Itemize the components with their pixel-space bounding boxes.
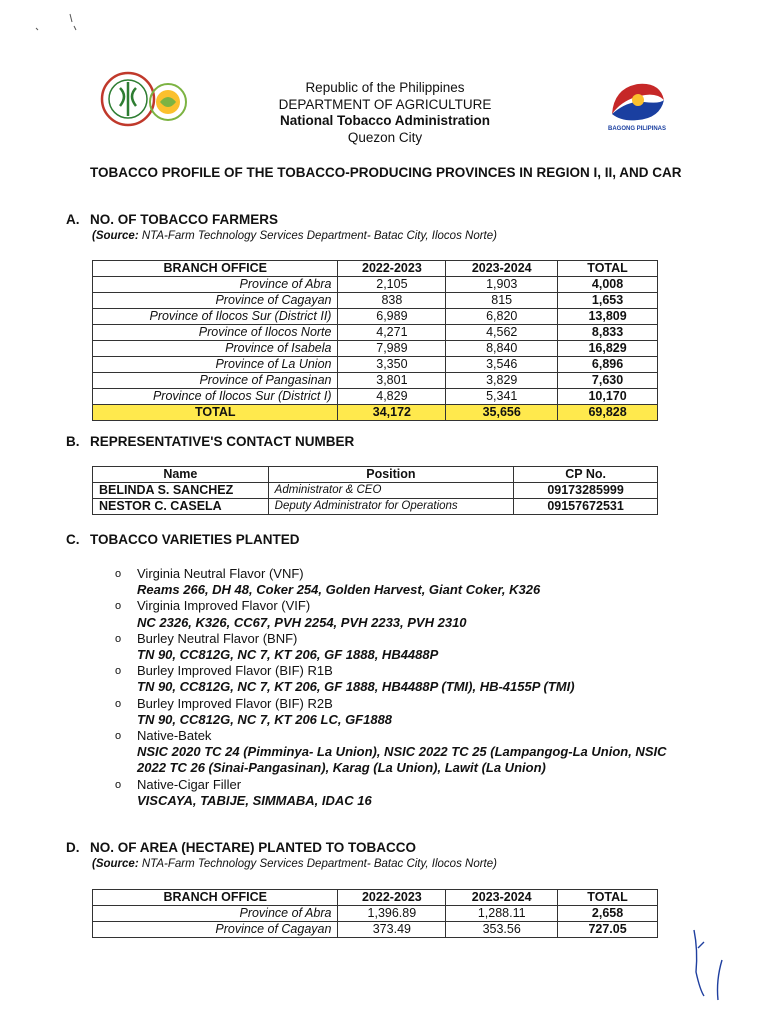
bullet-icon: o: [115, 632, 122, 645]
value-cell: 3,829: [446, 373, 558, 389]
contact-position: Deputy Administrator for Operations: [268, 499, 513, 515]
section-a-letter: A.: [66, 212, 80, 227]
branch-cell: Province of Pangasinan: [93, 373, 338, 389]
contact-phone: 09173285999: [514, 483, 658, 499]
contact-name: BELINDA S. SANCHEZ: [93, 483, 269, 499]
bagong-pilipinas-caption: BAGONG PILIPINAS: [607, 126, 667, 132]
variety-names: NSIC 2020 TC 24 (Pimminya- La Union), NSIC 2022 TC 25 (Lampangog-La Union, NSIC 2022 TC 26 (Sinai-Pangasinan), Karag (La Union), Lawit (La Union): [137, 744, 667, 776]
column-header: BRANCH OFFICE: [93, 890, 338, 906]
value-cell: 1,396.89: [338, 906, 446, 922]
value-cell: 815: [446, 293, 558, 309]
value-cell: 5,341: [446, 389, 558, 405]
total-cell: 727.05: [558, 922, 658, 938]
column-header: CP No.: [514, 467, 658, 483]
value-cell: 353.56: [446, 922, 558, 938]
variety-type: Burley Neutral Flavor (BNF): [137, 630, 298, 646]
total-cell: 8,833: [558, 325, 658, 341]
branch-cell: Province of Cagayan: [93, 922, 338, 938]
letterhead-department: DEPARTMENT OF AGRICULTURE: [278, 96, 492, 112]
variety-type: Burley Improved Flavor (BIF) R2B: [137, 695, 333, 711]
section-b-title: REPRESENTATIVE'S CONTACT NUMBER: [90, 434, 355, 449]
value-cell: 1,903: [446, 277, 558, 293]
section-d-letter: D.: [66, 840, 80, 855]
section-a-source-label: (Source:: [92, 230, 139, 242]
value-cell: 3,546: [446, 357, 558, 373]
letterhead-republic: Republic of the Philippines: [305, 80, 465, 95]
value-cell: 4,829: [338, 389, 446, 405]
letterhead-agency: National Tobacco Administration: [279, 113, 490, 128]
total-cell: 4,008: [558, 277, 658, 293]
variety-type: Virginia Neutral Flavor (VNF): [137, 566, 304, 581]
value-cell: 4,562: [446, 325, 558, 341]
contact-phone: 09157672531: [514, 499, 658, 515]
value-cell: 6,989: [338, 309, 446, 325]
column-header: 2022-2023: [338, 890, 446, 906]
contact-position: Administrator & CEO: [268, 483, 513, 499]
branch-cell: Province of Ilocos Norte: [93, 325, 338, 341]
variety-names: TN 90, CC812G, NC 7, KT 206, GF 1888, HB4488P: [137, 647, 439, 663]
column-header: Name: [93, 467, 269, 483]
value-cell: 7,989: [338, 341, 446, 357]
variety-names: TN 90, CC812G, NC 7, KT 206 LC, GF1888: [137, 711, 393, 727]
variety-names: NC 2326, K326, CC67, PVH 2254, PVH 2233, PVH 2310: [137, 614, 467, 630]
bullet-icon: o: [115, 730, 122, 743]
document-title: TOBACCO PROFILE OF THE TOBACCO-PRODUCING PROVINCES IN REGION I, II, AND CAR: [90, 165, 682, 180]
column-header: BRANCH OFFICE: [93, 261, 338, 277]
branch-cell: Province of Cagayan: [93, 293, 338, 309]
variety-type: Virginia Improved Flavor (VIF): [137, 598, 311, 614]
total-cell: 10,170: [558, 389, 658, 405]
value-cell: 1,288.11: [446, 906, 558, 922]
variety-names: VISCAYA, TABIJE, SIMMABA, IDAC 16: [137, 792, 372, 808]
bullet-icon: o: [115, 600, 122, 613]
bullet-icon: o: [115, 665, 122, 678]
branch-cell: Province of Abra: [93, 906, 338, 922]
section-d-title: NO. OF AREA (HECTARE) PLANTED TO TOBACCO: [90, 840, 416, 855]
value-cell: 4,271: [338, 325, 446, 341]
letterhead-city: Quezon City: [347, 129, 423, 145]
value-cell: 373.49: [338, 922, 446, 938]
variety-type: Native-Cigar Filler: [137, 776, 242, 792]
total-value: 34,172: [338, 405, 446, 421]
value-cell: 3,801: [338, 373, 446, 389]
variety-type: Native-Batek: [137, 728, 212, 744]
column-header: Position: [268, 467, 513, 483]
column-header: 2022-2023: [338, 261, 446, 277]
branch-cell: Province of Ilocos Sur (District II): [93, 309, 338, 325]
variety-names: TN 90, CC812G, NC 7, KT 206, GF 1888, HB4488P (TMI), HB-4155P (TMI): [137, 679, 575, 695]
branch-cell: Province of La Union: [93, 357, 338, 373]
branch-cell: Province of Isabela: [93, 341, 338, 357]
total-cell: 16,829: [558, 341, 658, 357]
variety-names: Reams 266, DH 48, Coker 254, Golden Harvest, Giant Coker, K326: [137, 582, 541, 598]
column-header: TOTAL: [558, 890, 658, 906]
section-d-source-label: (Source:: [92, 858, 139, 870]
total-cell: 2,658: [558, 906, 658, 922]
bullet-icon: o: [115, 778, 122, 791]
section-a-source-text: NTA-Farm Technology Services Department- Batac City, Ilocos Norte): [138, 230, 497, 242]
contact-name: NESTOR C. CASELA: [93, 499, 269, 515]
value-cell: 6,820: [446, 309, 558, 325]
bullet-icon: o: [115, 568, 122, 580]
column-header: 2023-2024: [446, 890, 558, 906]
value-cell: 3,350: [338, 357, 446, 373]
value-cell: 838: [338, 293, 446, 309]
value-cell: 8,840: [446, 341, 558, 357]
total-value: 35,656: [446, 405, 558, 421]
value-cell: 2,105: [338, 277, 446, 293]
total-cell: 13,809: [558, 309, 658, 325]
total-cell: 1,653: [558, 293, 658, 309]
total-value: 69,828: [558, 405, 658, 421]
branch-cell: Province of Ilocos Sur (District I): [93, 389, 338, 405]
section-a-title: NO. OF TOBACCO FARMERS: [90, 212, 279, 227]
section-b-letter: B.: [66, 434, 80, 449]
branch-cell: Province of Abra: [93, 277, 338, 293]
column-header: 2023-2024: [446, 261, 558, 277]
column-header: TOTAL: [558, 261, 658, 277]
total-cell: 7,630: [558, 373, 658, 389]
section-c-title: TOBACCO VARIETIES PLANTED: [90, 532, 300, 547]
total-label: TOTAL: [93, 405, 338, 421]
bullet-icon: o: [115, 697, 122, 710]
section-d-source-text: NTA-Farm Technology Services Department- Batac City, Ilocos Norte): [138, 858, 497, 870]
section-c-letter: C.: [66, 532, 80, 547]
total-cell: 6,896: [558, 357, 658, 373]
variety-type: Burley Improved Flavor (BIF) R1B: [137, 663, 333, 679]
